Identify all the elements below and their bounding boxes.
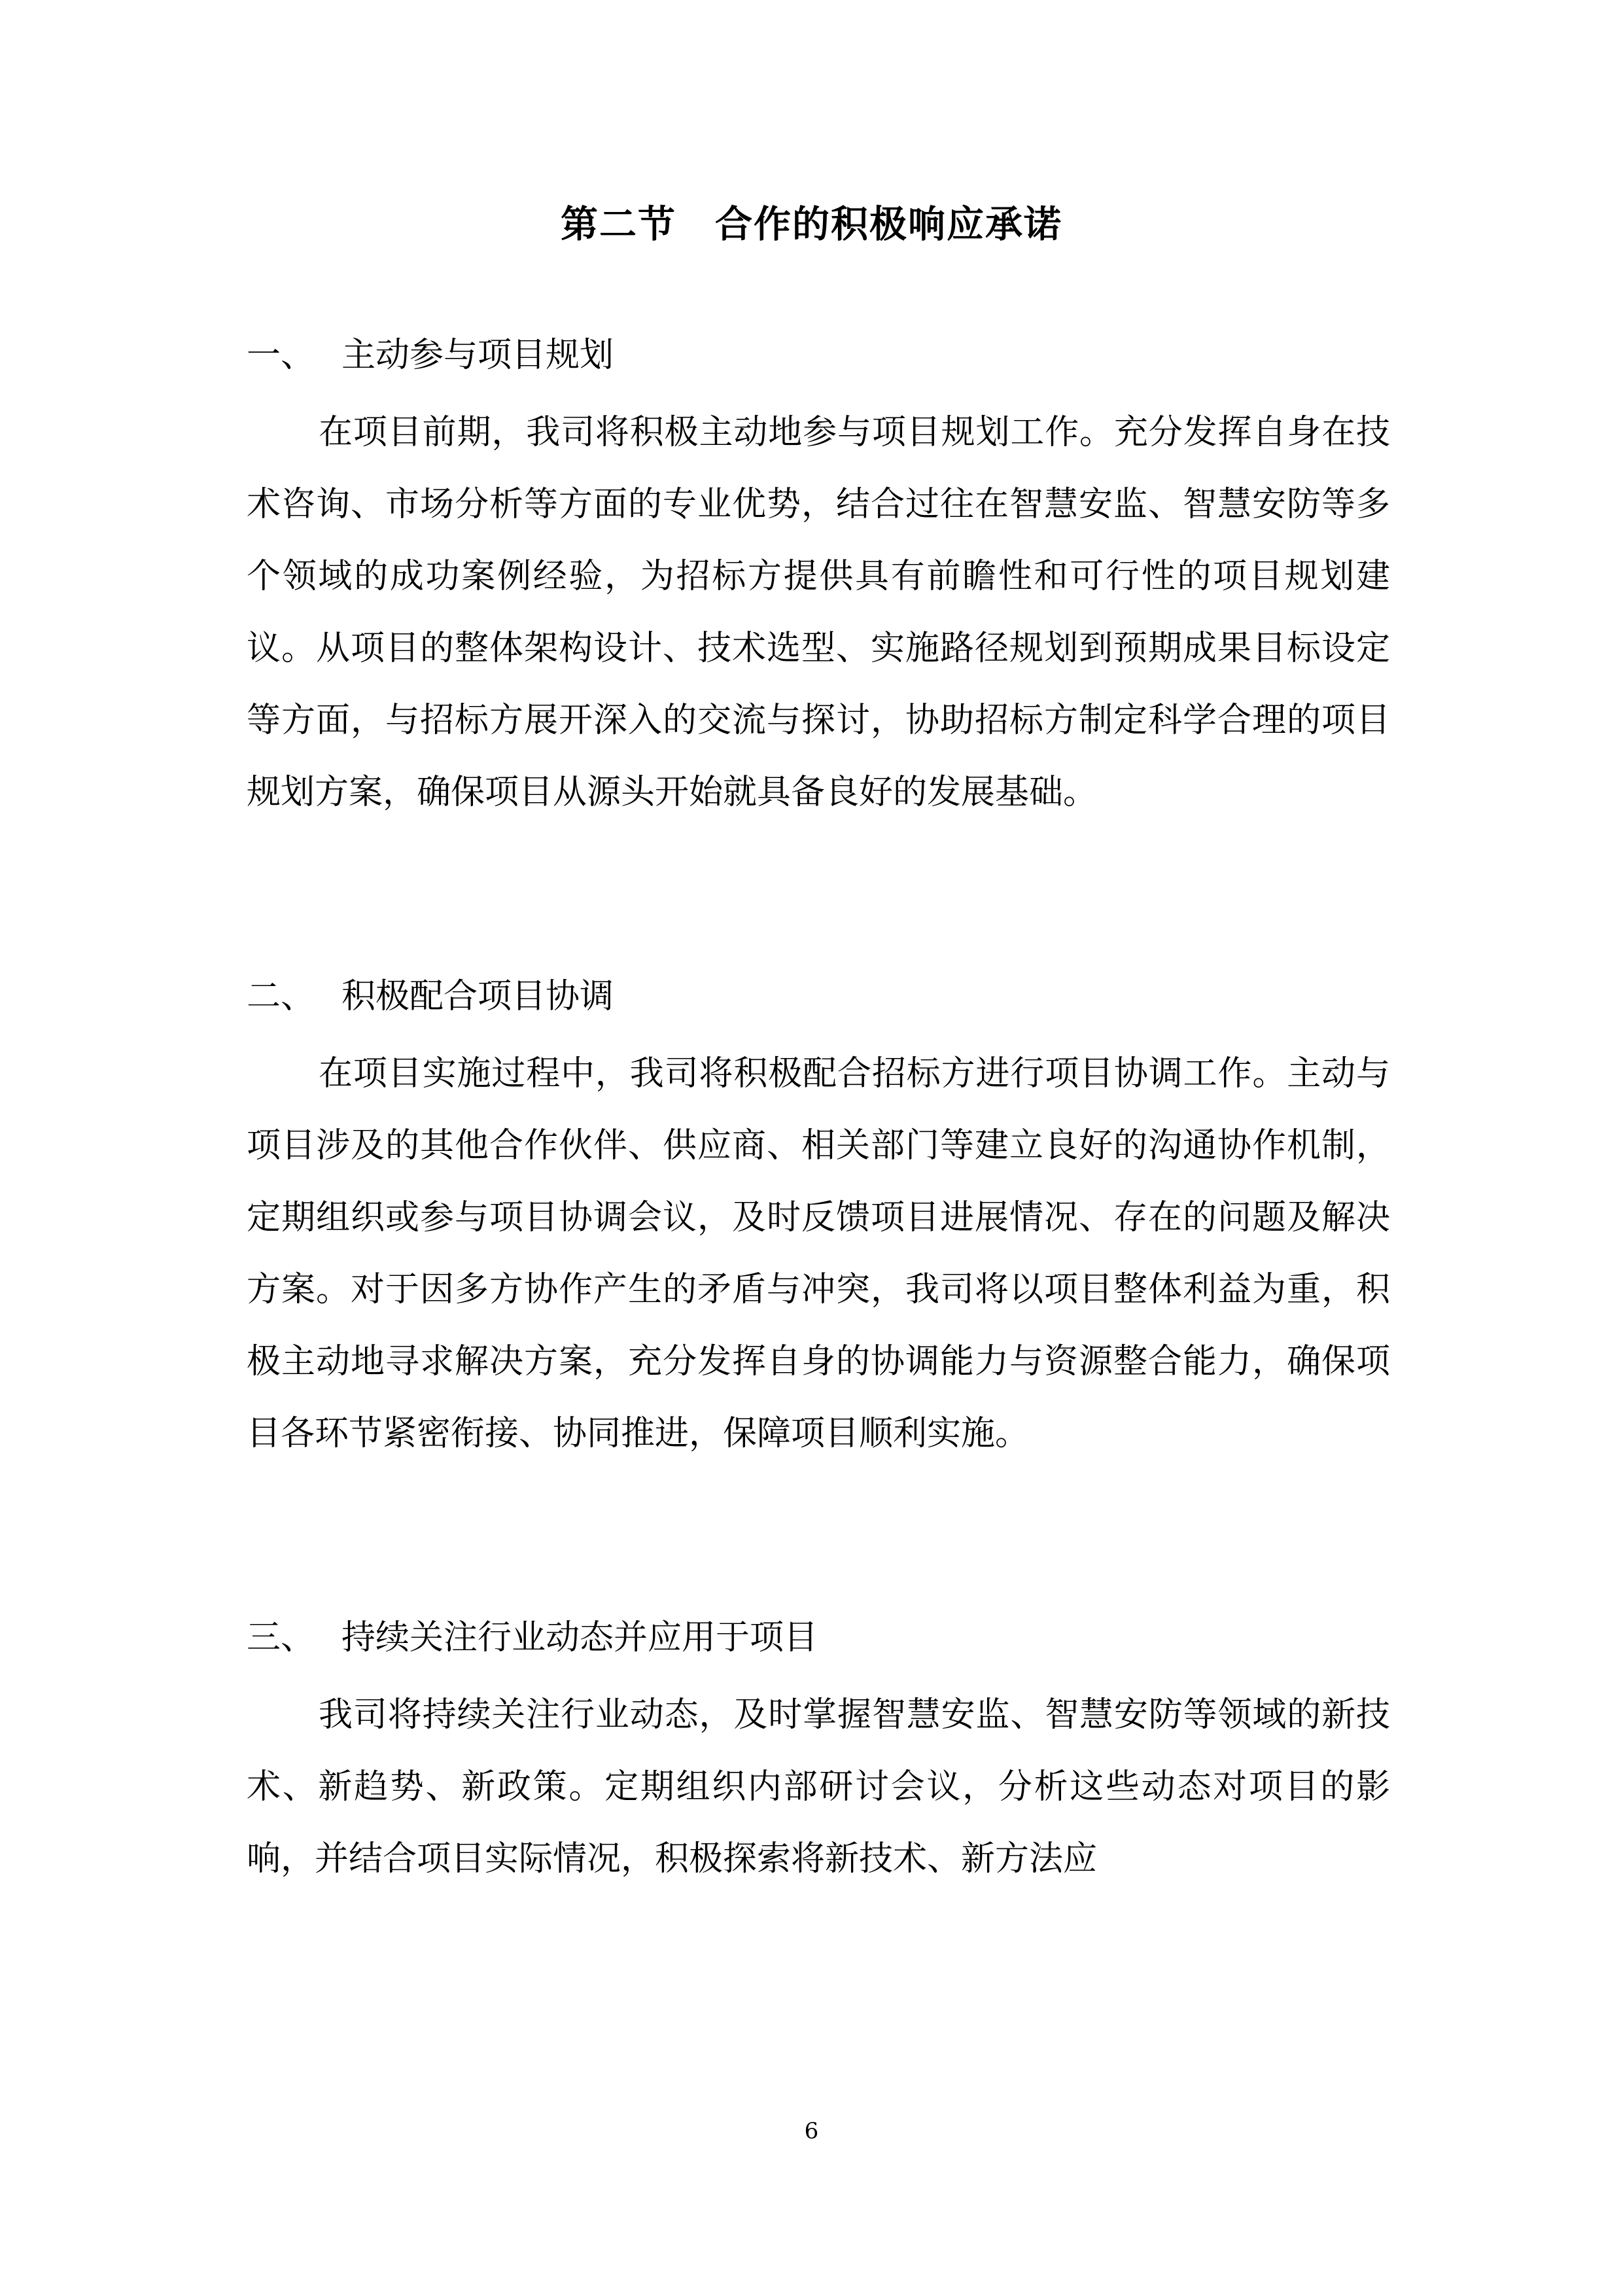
heading-2-text: 积极配合项目协调: [341, 977, 614, 1016]
paragraph-3: 我司将持续关注行业动态，及时掌握智慧安监、智慧安防等领域的新技术、新趋势、新政策。定期组织内部研讨会议，分析这些动态对项目的影响，并结合项目实际情况，积极探索将新技术、新方法应: [247, 1695, 1390, 1879]
heading-3: [247, 1608, 818, 1667]
paragraph-2: 在项目实施过程中，我司将积极配合招标方进行项目协调工作。主动与项目涉及的其他合作伙伴、供应商、相关部门等建立良好的沟通协作机制，定期组织或参与项目协调会议，及时反馈项目进展情况、存在的问题及解决方案。对于因多方协作产生的矛盾与冲突，我司将以项目整体利益为重，积极主动地寻求解决方案，充分发挥自身的协调能力与资源整合能力，确保项目各环节紧密衔接、协同推进，保障项目顺利实施。: [247, 1054, 1390, 1453]
paragraph-1: 在项目前期，我司将积极主动地参与项目规划工作。充分发挥自身在技术咨询、市场分析等方面的专业优势，结合过往在智慧安监、智慧安防等多个领域的成功案例经验，为招标方提供具有前瞻性和可行性的项目规划建议。从项目的整体架构设计、技术选型、实施路径规划到预期成果目标设定等方面，与招标方展开深入的交流与探讨，协助招标方制定科学合理的项目规划方案，确保项目从源头开始就具备良好的发展基础。: [247, 413, 1390, 812]
page-number: 6: [804, 2118, 819, 2144]
heading-2: [247, 967, 614, 1026]
section-title: 第二节 合作的积极响应承诺: [561, 202, 1062, 246]
heading-1-text: 主动参与项目规划: [341, 336, 614, 375]
heading-1-number: 一、: [247, 336, 315, 375]
heading-3-text: 持续关注行业动态并应用于项目: [341, 1618, 818, 1657]
heading-2-number: 二、: [247, 977, 315, 1016]
heading-1: [247, 326, 614, 385]
heading-3-number: 三、: [247, 1618, 315, 1657]
